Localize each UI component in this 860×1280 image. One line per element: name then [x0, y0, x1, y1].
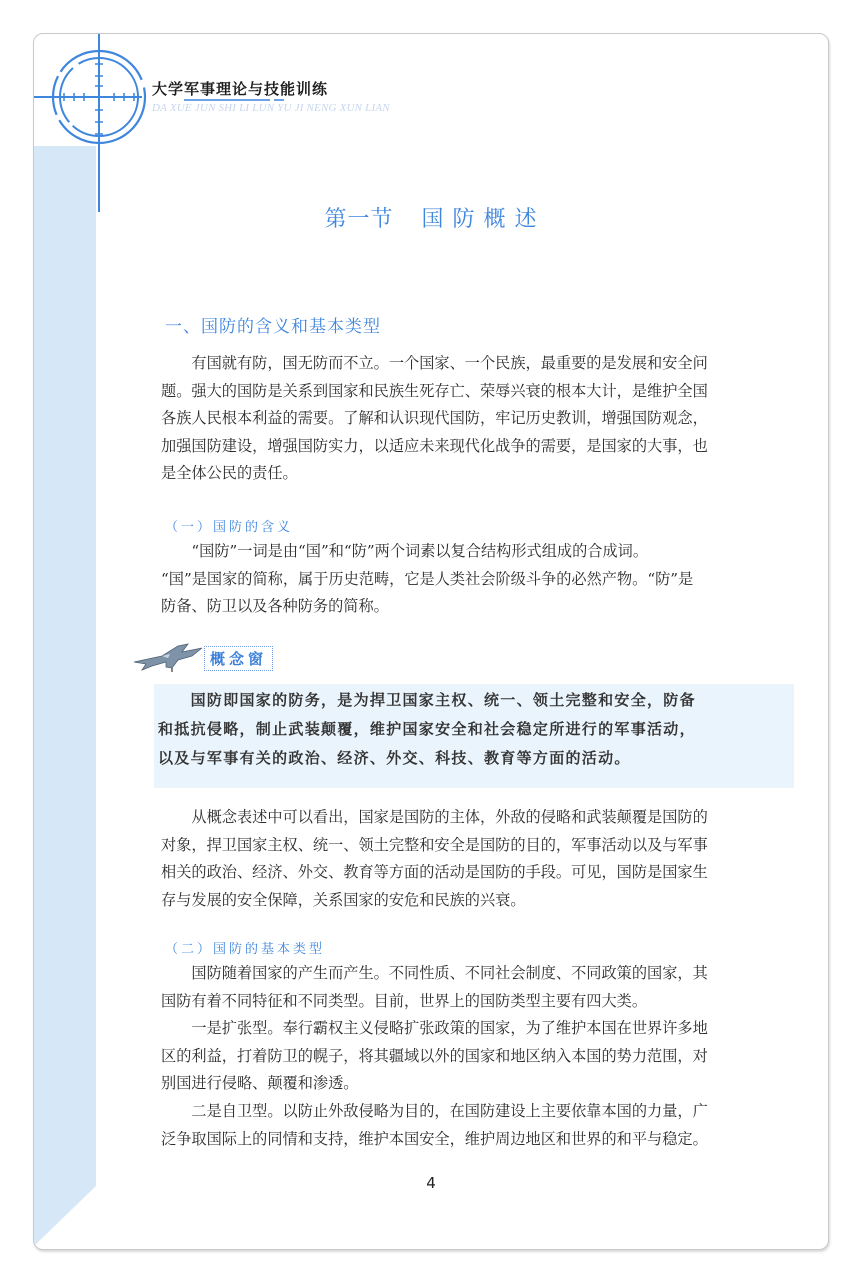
- subsection-heading-1: （一）国防的含义: [165, 520, 294, 535]
- meaning-paragraph: “国防”一词是由“国”和“防”两个词素以复合结构形式组成的合成词。 “国”是国家的简称，属于历史范畴，它是人类社会阶级斗争的必然产物。“防”是 防备、防卫以及各种防务的简称。: [161, 542, 694, 615]
- section-name: 国 防 概 述: [421, 207, 538, 232]
- crosshair-icon: [34, 34, 334, 224]
- fighter-jet-icon: [132, 640, 204, 674]
- concept-window-label: 概念窗: [204, 646, 273, 671]
- types-intro-paragraph: 国防随着国家的产生而产生。不同性质、不同社会制度、不同政策的国家，其 国防有着不同特征和不同类型。目前，世界上的国防类型主要有四大类。: [161, 964, 708, 1010]
- running-header-title: 大学军事理论与技能训练: [152, 80, 329, 98]
- page-number: 4: [426, 1174, 436, 1192]
- concept-definition: 国防即国家的防务，是为捍卫国家主权、统一、领土完整和安全，防备 和抵抗侵略，制止武装颠覆，维护国家安全和社会稳定所进行的军事活动， 以及与军事有关的政治、经济、外交、科技、教育等方面的活动。: [158, 691, 696, 767]
- intro-paragraph: 有国就有防，国无防而不立。一个国家、一个民族，最重要的是发展和安全问 题。强大的国防是关系到国家和民族生死存亡、荣辱兴衰的根本大计，是维护全国 各族人民根本利益的需要。了解和认识现代国防，牢记历史教训，增强国防观念， 加强国防建设，增强国防实力，以适应未来现代化战争的需要，是国家的大事，也 是全体公民的责任。: [161, 354, 708, 482]
- running-header-pinyin: DA XUE JUN SHI LI LUN YU JI NENG XUN LIAN: [152, 102, 390, 114]
- heading-1: 一、国防的含义和基本类型: [165, 317, 381, 337]
- expansion-type-paragraph: 一是扩张型。奉行霸权主义侵略扩张政策的国家，为了维护本国在世界许多地 区的利益，打着防卫的幌子，将其疆域以外的国家和地区纳入本国的势力范围，对 别国进行侵略、颠覆和渗透。: [161, 1019, 708, 1092]
- book-page: [33, 33, 829, 1250]
- self-defense-type-paragraph: 二是自卫型。以防止外敌侵略为目的，在国防建设上主要依靠本国的力量，广 泛争取国际上的同情和支持，维护本国安全，维护周边地区和世界的和平与稳定。: [161, 1102, 708, 1148]
- section-number: 第一节: [324, 207, 394, 232]
- subsection-heading-2: （二）国防的基本类型: [165, 942, 326, 957]
- analysis-paragraph: 从概念表述中可以看出，国家是国防的主体，外敌的侵略和武装颠覆是国防的 对象，捍卫国家主权、统一、领土完整和安全是国防的目的，军事活动以及与军事 相关的政治、经济、外交、教育等方面的活动是国防的手段。可见，国防是国家生 存与发展的安全保障，关系国家的安危和民族的兴衰。: [161, 808, 708, 909]
- section-title: [34, 202, 828, 233]
- left-margin-strip: [34, 146, 96, 1246]
